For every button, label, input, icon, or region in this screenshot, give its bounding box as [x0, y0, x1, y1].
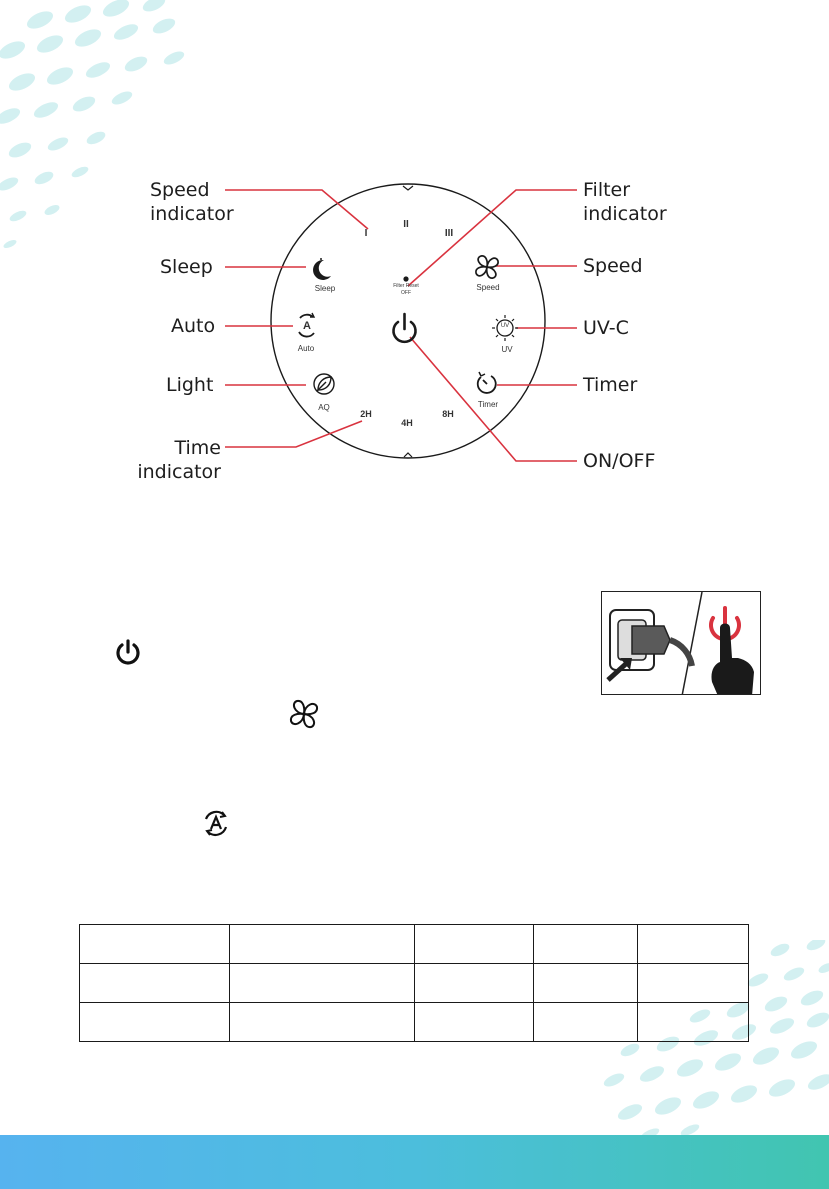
speed-label: Speed — [476, 283, 500, 292]
label-filter-indicator — [583, 178, 667, 226]
label-speed: Speed — [583, 255, 643, 277]
table-cell — [534, 1003, 638, 1042]
speed-level-1: I — [364, 228, 368, 239]
time-level-2h: 2H — [360, 409, 372, 419]
table-cell — [229, 1003, 415, 1042]
table-cell — [229, 964, 415, 1003]
time-level-4h: 4H — [401, 418, 413, 428]
uv-label: UV — [501, 345, 513, 354]
spec-table — [79, 924, 749, 1042]
table-row — [80, 1003, 749, 1042]
fan-icon-inline — [283, 696, 325, 732]
timer-label: Timer — [477, 400, 499, 409]
auto-icon-letter: A — [303, 320, 311, 332]
label-speed-indicator-line1: Speed — [150, 179, 210, 201]
table-cell — [415, 925, 534, 964]
table-cell — [80, 925, 230, 964]
table-cell — [415, 1003, 534, 1042]
label-onoff: ON/OFF — [583, 450, 656, 472]
label-sleep: Sleep — [160, 256, 213, 278]
table-cell — [638, 964, 749, 1003]
label-timer: Timer — [583, 374, 638, 396]
label-time-indicator-line1: Time — [174, 437, 221, 459]
table-cell — [80, 964, 230, 1003]
table-cell — [638, 1003, 749, 1042]
auto-icon-inline — [200, 807, 232, 839]
label-uvc: UV-C — [583, 317, 629, 339]
sleep-label: Sleep — [314, 284, 336, 293]
label-filter-indicator-line2: indicator — [583, 203, 667, 225]
filter-reset-label: Filter Reset — [393, 283, 419, 289]
table-cell — [80, 1003, 230, 1042]
label-light: Light — [166, 374, 214, 396]
power-icon — [113, 637, 143, 667]
label-filter-indicator-line1: Filter — [583, 179, 631, 201]
table-cell — [415, 964, 534, 1003]
table-cell — [534, 925, 638, 964]
filter-off-label: OFF — [401, 290, 411, 296]
label-auto: Auto — [171, 315, 216, 337]
sleep-icon — [313, 258, 331, 280]
footer-bar — [0, 1135, 829, 1189]
time-level-8h: 8H — [442, 409, 454, 419]
leaf-icon — [314, 374, 334, 394]
table-row — [80, 964, 749, 1003]
label-time-indicator — [127, 436, 221, 484]
label-speed-indicator-line2: indicator — [150, 203, 234, 225]
timer-icon — [478, 372, 496, 393]
speed-level-2: II — [403, 219, 409, 230]
uv-icon-text: UV — [500, 323, 510, 329]
label-speed-indicator — [150, 178, 234, 226]
table-cell — [534, 964, 638, 1003]
plug-illustration-drawing — [602, 592, 761, 695]
table-cell — [229, 925, 415, 964]
table-row — [80, 925, 749, 964]
speed-level-3: III — [444, 228, 454, 239]
power-button-icon — [394, 314, 416, 342]
auto-label: Auto — [297, 344, 315, 353]
label-time-indicator-line2: indicator — [137, 461, 221, 483]
aq-label: AQ — [318, 403, 330, 412]
fan-icon — [476, 256, 498, 278]
table-cell — [638, 925, 749, 964]
plug-and-press-illustration — [601, 591, 761, 695]
